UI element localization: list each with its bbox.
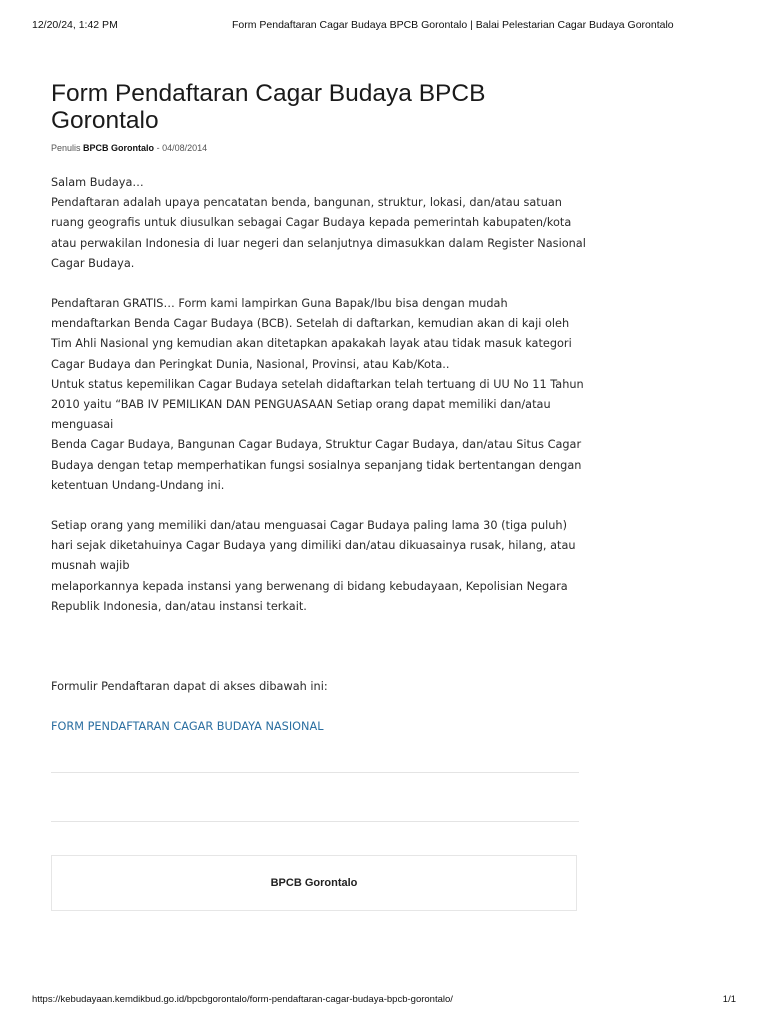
paragraph-definition: Pendaftaran adalah upaya pencatatan benda, bangunan, struktur, lokasi, dan/atau satuan ruang geografis untuk diusulkan sebagai Cagar Budaya kepada pemerintah kabupaten/kota atau perwakilan Indonesia di luar negeri dan selanjutnya dimasukkan dalam Register Nasional Cagar Budaya. — [51, 196, 586, 270]
paragraph-greeting: Salam Budaya… — [51, 176, 144, 189]
print-header — [32, 19, 736, 33]
publish-date: 04/08/2014 — [162, 143, 208, 153]
form-download-link[interactable]: FORM PENDAFTARAN CAGAR BUDAYA NASIONAL — [51, 720, 324, 734]
author-name[interactable]: BPCB Gorontalo — [83, 143, 155, 153]
divider-bottom — [51, 821, 579, 822]
print-page-number: 1/1 — [722, 994, 736, 1005]
paragraph-reporting: Setiap orang yang memiliki dan/atau menguasai Cagar Budaya paling lama 30 (tiga puluh) hari sejak diketahuinya Cagar Budaya yang dimiliki dan/atau dikuasainya rusak, hilang, atau musnah wajib — [51, 519, 576, 573]
article-meta — [51, 142, 586, 154]
article-body — [51, 173, 586, 737]
meta-separator: - — [156, 143, 160, 153]
paragraph-registration: Pendaftaran GRATIS… Form kami lampirkan Guna Bapak/Ibu bisa dengan mudah mendaftarkan Benda Cagar Budaya (BCB). Setelah di daftarkan, kemudian akan di kaji oleh Tim Ahli Nasional yng kemudian akan ditetapkan apakakah layak atau tidak masuk kategori Cagar Budaya dan Peringkat Dunia, Nasional, Provinsi, atau Kab/Kota.. — [51, 297, 572, 371]
paragraph-reporting-cont: melaporkannya kepada instansi yang berwenang di bidang kebudayaan, Kepolisian Negara Republik Indonesia, dan/atau instansi terkait. — [51, 579, 568, 613]
print-page-title: Form Pendaftaran Cagar Budaya BPCB Gorontalo | Balai Pelestarian Cagar Budaya Gorontalo — [232, 19, 674, 31]
article-title: Form Pendaftaran Cagar Budaya BPCB Gorontalo — [51, 80, 486, 134]
paragraph-ownership-cont: Benda Cagar Budaya, Bangunan Cagar Budaya, Struktur Cagar Budaya, dan/atau Situs Cagar Budaya dengan tetap memperhatikan fungsi sosialnya sepanjang tidak bertentangan dengan ketentuan Undang-Undang ini. — [51, 438, 582, 492]
author-box-name[interactable]: BPCB Gorontalo — [270, 877, 358, 889]
paragraph-ownership: Untuk status kepemilikan Cagar Budaya setelah didaftarkan telah tertuang di UU No 11 Tahun 2010 yaitu “BAB IV PEMILIKAN DAN PENGUASAAN Setiap orang dapat memiliki dan/atau menguasai — [51, 377, 584, 432]
print-url: https://kebudayaan.kemdikbud.go.id/bpcbgorontalo/form-pendaftaran-cagar-budaya-bpcb-gorontalo/ — [32, 994, 453, 1005]
print-footer — [32, 994, 736, 1008]
paragraph-form-access: Formulir Pendaftaran dapat di akses dibawah ini: — [51, 680, 328, 694]
divider-top — [51, 772, 579, 773]
author-label: Penulis — [51, 143, 81, 153]
print-datetime: 12/20/24, 1:42 PM — [32, 19, 118, 31]
article — [51, 80, 586, 737]
author-box — [51, 855, 577, 911]
